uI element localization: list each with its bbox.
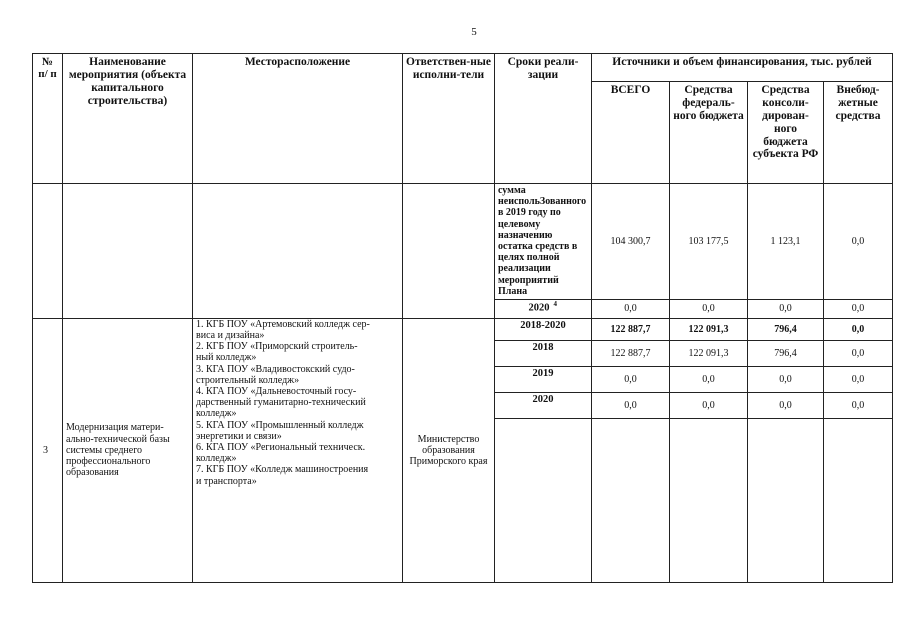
year-label: 2020: [528, 302, 550, 314]
location-line: дарственный гуманитарно-технический: [196, 397, 366, 409]
location-line: строительный колледж»: [196, 374, 300, 386]
header-location: Месторасположение: [193, 54, 403, 184]
remainder-consolidated: 1 123,1: [748, 184, 824, 300]
location-line: 1. КГБ ПОУ «Артемовский колледж сер-: [196, 318, 370, 330]
location-line: 3. КГА ПОУ «Владивостокский судо-: [196, 363, 355, 375]
header-federal: Средства федераль-ного бюджета: [670, 82, 748, 184]
cell-empty: [824, 418, 893, 582]
table-row: [33, 318, 893, 340]
header-num: № п/ п: [33, 54, 63, 184]
value-federal: 122 091,3: [670, 318, 748, 340]
table-row: [33, 184, 893, 300]
year-cell: [495, 299, 592, 318]
header-name: Наименование мероприятия (объекта капитального строительства): [63, 54, 193, 184]
value-consolidated: 0,0: [748, 392, 824, 418]
value-total: 0,0: [592, 366, 670, 392]
value-consolidated: 796,4: [748, 340, 824, 366]
header-row-1: [33, 54, 893, 82]
item-number: 3: [33, 318, 63, 582]
value-total: 122 887,7: [592, 340, 670, 366]
value-extra: 0,0: [824, 340, 893, 366]
remainder-extra: 0,0: [824, 184, 893, 300]
location-line: 7. КГБ ПОУ «Колледж машиностроения: [196, 464, 369, 476]
value-total: 0,0: [592, 299, 670, 318]
location-line: виса и дизайна»: [196, 330, 265, 342]
period-year: 2019: [495, 366, 592, 392]
cell-empty: [495, 418, 592, 582]
header-total: ВСЕГО: [592, 82, 670, 184]
value-extra: 0,0: [824, 318, 893, 340]
period-total: 2018-2020: [495, 318, 592, 340]
period-year: 2020: [495, 392, 592, 418]
location-line: колледж»: [196, 408, 237, 420]
cell-empty: [670, 418, 748, 582]
cell-empty: [63, 184, 193, 319]
value-federal: 0,0: [670, 392, 748, 418]
cell-empty: [33, 184, 63, 319]
item-name: Модернизация матери-ально-технической базы системы среднего профессионального образования: [63, 318, 193, 582]
location-line: энергетики и связи»: [196, 430, 282, 442]
remainder-federal: 103 177,5: [670, 184, 748, 300]
location-line: 6. КГА ПОУ «Региональный техническ.: [196, 441, 366, 453]
remainder-description: сумма неиспольЗованного в 2019 году по целевому назначению остатка средств в целях полной реализации мероприятий Плана: [495, 184, 592, 300]
cell-empty: [592, 418, 670, 582]
value-consolidated: 796,4: [748, 318, 824, 340]
cell-empty: [748, 418, 824, 582]
value-total: 0,0: [592, 392, 670, 418]
header-terms: Сроки реали-зации: [495, 54, 592, 184]
header-consolidated: Средства консоли-дирован-ного бюджета субъекта РФ: [748, 82, 824, 184]
value-extra: 0,0: [824, 392, 893, 418]
location-line: 4. КГА ПОУ «Дальневосточный госу-: [196, 386, 357, 397]
value-extra: 0,0: [824, 299, 893, 318]
location-line: 2. КГБ ПОУ «Приморский строитель-: [196, 341, 358, 353]
item-location: [193, 318, 403, 582]
value-consolidated: 0,0: [748, 299, 824, 318]
value-federal: 122 091,3: [670, 340, 748, 366]
item-responsible: Министерство образования Приморского края: [403, 318, 495, 582]
location-line: 5. КГА ПОУ «Промышленный колледж: [196, 419, 364, 431]
value-total: 122 887,7: [592, 318, 670, 340]
value-federal: 0,0: [670, 299, 748, 318]
value-federal: 0,0: [670, 366, 748, 392]
footnote-marker: 4: [553, 299, 557, 308]
location-line: и транспорта»: [196, 475, 257, 487]
cell-empty: [403, 184, 495, 319]
location-line: ный колледж»: [196, 352, 257, 364]
header-sources: Источники и объем финансирования, тыс. рублей: [592, 54, 893, 82]
location-line: колледж»: [196, 453, 237, 465]
value-extra: 0,0: [824, 366, 893, 392]
remainder-total: 104 300,7: [592, 184, 670, 300]
page-number: 5: [471, 26, 477, 38]
period-year: 2018: [495, 340, 592, 366]
header-extrabudget: Внебюд-жетные средства: [824, 82, 893, 184]
financing-table: [32, 53, 893, 583]
header-responsible: Ответствен-ные исполни-тели: [403, 54, 495, 184]
value-consolidated: 0,0: [748, 366, 824, 392]
cell-empty: [193, 184, 403, 319]
